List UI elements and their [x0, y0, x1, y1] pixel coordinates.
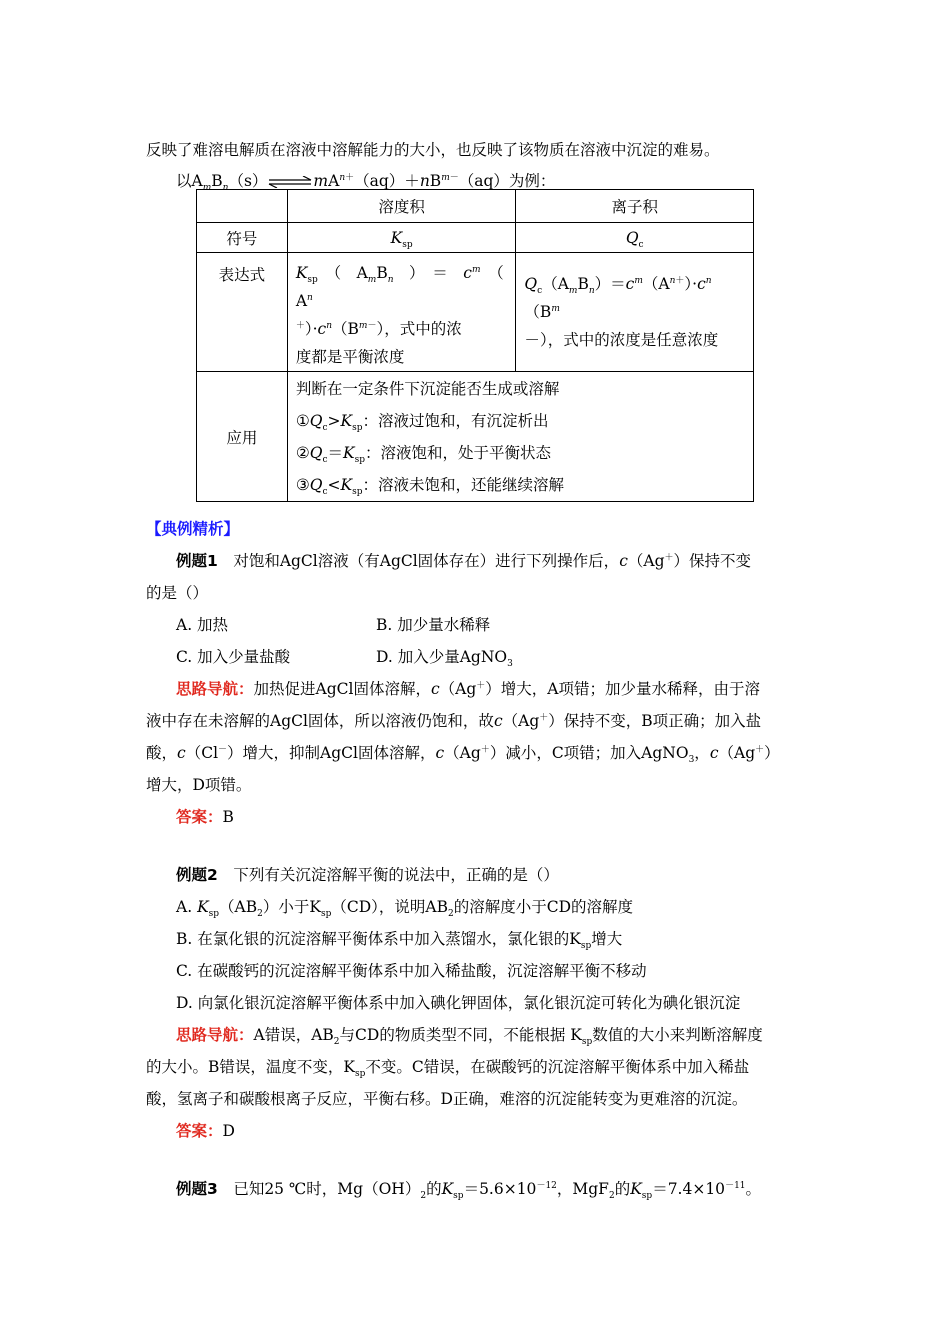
ex3-stem: 例题3 已知25 ℃时，$Mg(OH)_2$的$K_{sp}=5.6\times 10^{-12}$，MgF$_2$的$K_{sp}=7.4\times 10^{-11}$。: [176, 1180, 762, 1202]
expression-ksp: $K_{sp}$ （ $A_mB_n$ ） ＝ $c^m$ （ $A^n$ $^+)\cdot c^n(B^{m-})$，式中的浓 度都是平衡浓度: [287, 253, 516, 372]
ex2-hint-line2: 的大小。B错误，温度不变，$K_{sp}$不变。C错误，在碳酸钙的沉淀溶解平衡体系中加入稀盐: [146, 1058, 750, 1080]
ex2-option-d: D. 向氯化银沉淀溶解平衡体系中加入碘化钾固体，氯化银沉淀可转化为碘化银沉淀: [176, 994, 741, 1012]
ex1-hint-line3: 酸，c（Cl－）增大，抑制AgCl固体溶解，c（Ag＋）减小，C项错；加入AgNO$_3$，c（Ag＋）: [146, 744, 780, 766]
ex1-stem: 例题1 对饱和AgCl溶液（有AgCl固体存在）进行下列操作后，c（Ag＋）保持不变: [176, 552, 752, 570]
ex1-hint-line2: 液中存在未溶解的AgCl固体，所以溶液仍饱和，故c（Ag＋）保持不变，B项正确；加入盐: [146, 712, 762, 730]
intro-text: 反映了难溶电解质在溶液中溶解能力的大小，也反映了该物质在溶液中沉淀的难易。: [146, 141, 720, 159]
ex2-answer: 答案：D: [176, 1122, 235, 1140]
section-title: 【典例精析】: [146, 520, 240, 538]
expression-qc: $Q_c(A_mB_n)=c^m(A^{n+})\cdot c^n(B^m$ －），式中的浓度是任意浓度: [516, 253, 754, 372]
row-application-label: 应用: [197, 372, 288, 502]
application-content: 判断在一定条件下沉淀能否生成或溶解 $①Q_c>K_{sp}$：溶液过饱和，有沉淀析出 $②Q_c=K_{sp}$：溶液饱和，处于平衡状态 $③Q_c<K_{sp}$：溶液未饱和，还能继续溶解: [287, 372, 753, 502]
header-ksp: 溶度积: [287, 190, 516, 223]
ex1-option-c: C. 加入少量盐酸: [176, 648, 291, 666]
ex1-answer: 答案：B: [176, 808, 234, 826]
symbol-qc: $Q_c$: [516, 223, 754, 253]
row-symbol-label: 符号: [197, 223, 288, 253]
symbol-ksp: $K_{sp}$: [287, 223, 516, 253]
ex2-option-b: B. 在氯化银的沉淀溶解平衡体系中加入蒸馏水，氯化银的$K_{sp}$增大: [176, 930, 623, 952]
ex2-option-c: C. 在碳酸钙的沉淀溶解平衡体系中加入稀盐酸，沉淀溶解平衡不移动: [176, 962, 647, 980]
ex1-option-d: D. 加入少量AgNO$_3$: [376, 648, 513, 670]
ex2-hint-line1: 思路导航：A错误，$AB_2$与CD的物质类型不同，不能根据 $K_{sp}$数值的大小来判断溶解度: [176, 1026, 763, 1048]
ex1-hint-line1: 思路导航：加热促进AgCl固体溶解，c（Ag＋）增大，A项错；加少量水稀释，由于溶: [176, 680, 760, 698]
row-expression-label: 表达式: [197, 253, 288, 372]
equilibrium-arrow-icon: [267, 176, 313, 188]
ex1-option-a: A. 加热: [176, 616, 229, 634]
ksp-qc-table: [196, 189, 754, 502]
ex1-option-b: B. 加少量水稀释: [376, 616, 491, 634]
ex2-hint-line3: 酸，氢离子和碳酸根离子反应，平衡右移。D正确，难溶的沉淀能转变为更难溶的沉淀。: [146, 1090, 748, 1108]
header-qc: 离子积: [516, 190, 754, 223]
ex1-stem-cont: 的是（）: [146, 584, 209, 602]
ex2-option-a: A. $K_{sp}(AB_2)$小于$K_{sp}(CD)$，说明$AB_2$的溶解度小于CD的溶解度: [176, 898, 634, 920]
equilibrium-equation: 以$A_mB_n(s)$ $mA^{n+}(aq)+nB^{m-}(aq)$为例：: [176, 172, 556, 194]
ex1-hint-line4: 增大，D项错。: [146, 776, 252, 794]
ex2-stem: 例题2 下列有关沉淀溶解平衡的说法中，正确的是（）: [176, 866, 559, 884]
